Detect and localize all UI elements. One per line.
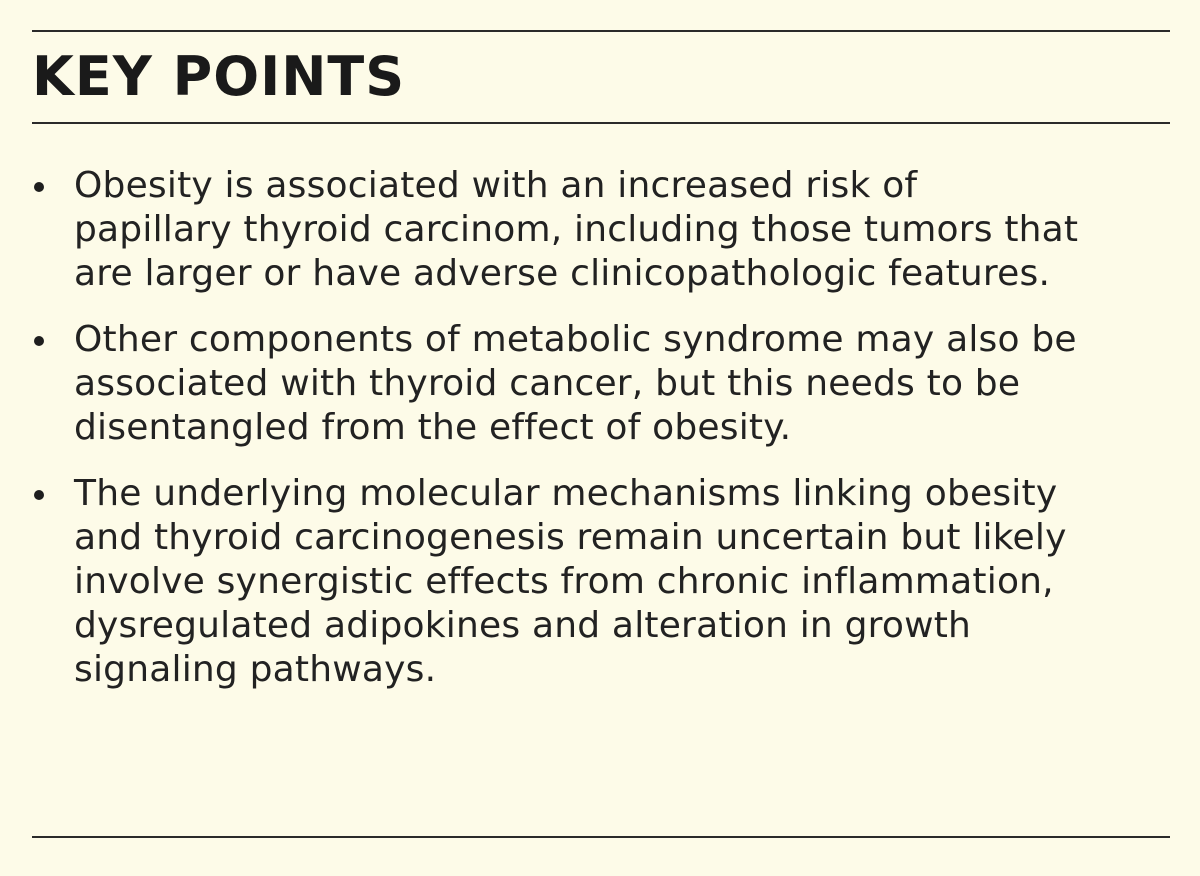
key-point-1-line-2: papillary thyroid carcinom, including those tumors that (74, 209, 1079, 250)
heading-rule (32, 122, 1170, 124)
key-point-3 (32, 472, 1162, 692)
bullet-icon (34, 490, 44, 500)
key-point-2-line-2: associated with thyroid cancer, but this needs to be (74, 363, 1021, 404)
key-point-2 (32, 318, 1162, 450)
key-point-2-line-3: disentangled from the effect of obesity. (74, 407, 792, 448)
key-point-3-line-1: The underlying molecular mechanisms linking obesity (74, 473, 1058, 514)
key-point-2-line-1: Other components of metabolic syndrome may also be (74, 319, 1077, 360)
key-points-heading: KEY POINTS (32, 45, 406, 108)
key-points-list (32, 164, 1162, 714)
key-point-3-line-3: involve synergistic effects from chronic inflammation, (74, 561, 1054, 602)
bullet-icon (34, 336, 44, 346)
bullet-icon (34, 182, 44, 192)
key-point-1-line-3: are larger or have adverse clinicopathologic features. (74, 253, 1051, 294)
key-point-1 (32, 164, 1162, 296)
key-point-1-line-1: Obesity is associated with an increased risk of (74, 165, 918, 206)
top-rule (32, 30, 1170, 32)
key-point-3-line-4: dysregulated adipokines and alteration in growth (74, 605, 972, 646)
bottom-rule (32, 836, 1170, 838)
key-point-3-line-2: and thyroid carcinogenesis remain uncertain but likely (74, 517, 1067, 558)
key-point-3-line-5: signaling pathways. (74, 649, 437, 690)
